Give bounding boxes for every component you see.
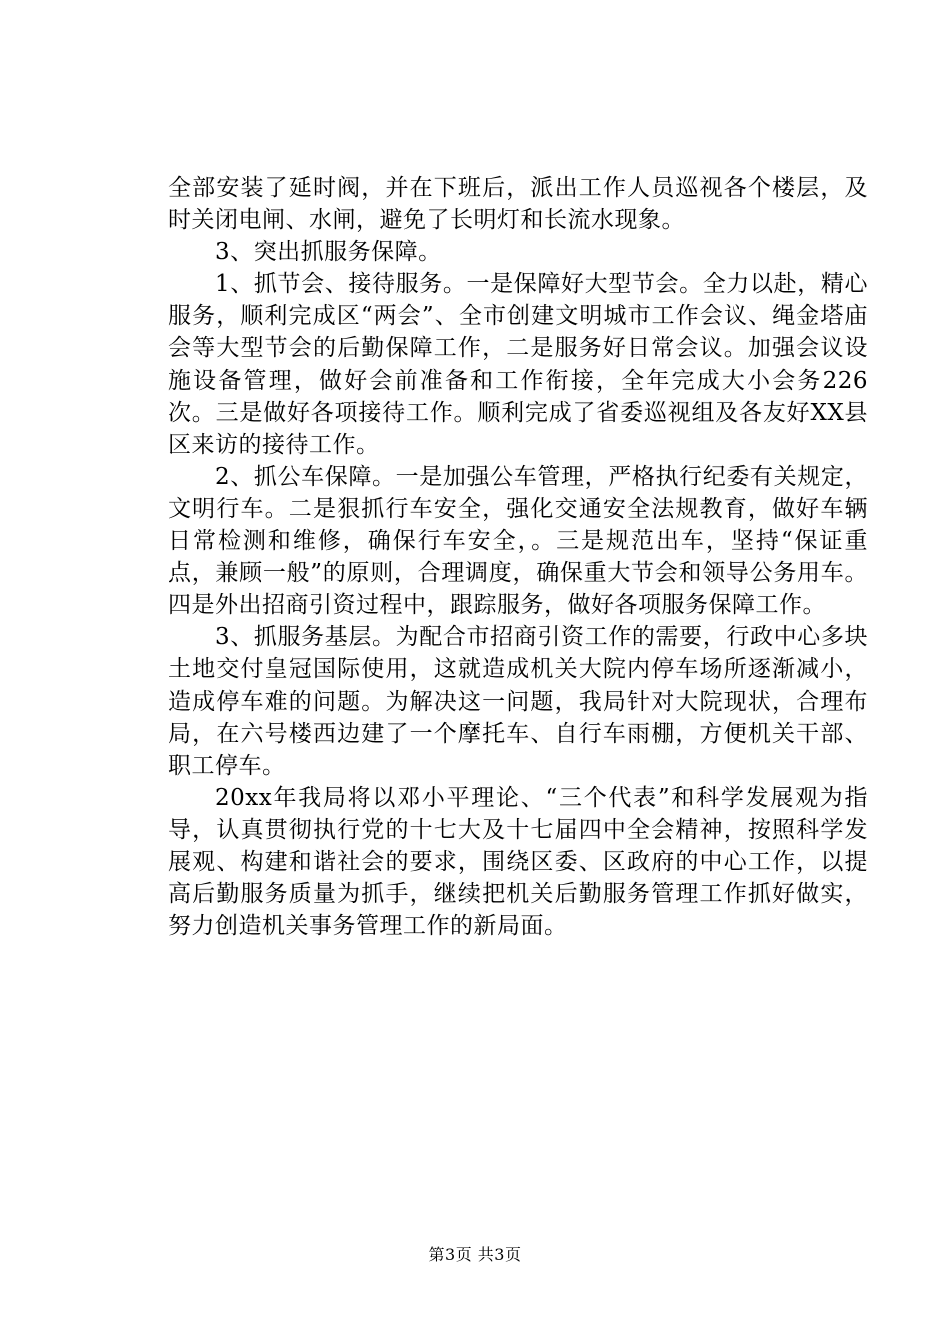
paragraph-3: 1、抓节会、接待服务。一是保障好大型节会。全力以赴，精心服务，顺利完成区“两会”、全市创建文明城市工作会议、绳金塔庙会等大型节会的后勤保障工作，二是服务好日常会议。加强会议设施设备管理，做好会前准备和工作衔接，全年完成大小会务226次。三是做好各项接待工作。顺利完成了省委巡视组及各友好XX县区来访的接待工作。 <box>168 271 868 458</box>
document-body <box>168 172 868 942</box>
paragraph-5: 3、抓服务基层。为配合市招商引资工作的需要，行政中心多块土地交付皇冠国际使用，这就造成机关大院内停车场所逐渐减小，造成停车难的问题。为解决这一问题，我局针对大院现状，合理布局，在六号楼西边建了一个摩托车、自行车雨棚，方便机关干部、职工停车。 <box>168 624 868 779</box>
paragraph-6: 20xx年我局将以邓小平理论、“三个代表”和科学发展观为指导，认真贯彻执行党的十七大及十七届四中全会精神，按照科学发展观、构建和谐社会的要求，围绕区委、区政府的中心工作，以提高后勤服务质量为抓手，继续把机关后勤服务管理工作抓好做实，努力创造机关事务管理工作的新局面。 <box>168 784 868 940</box>
paragraph-4: 2、抓公车保障。一是加强公车管理，严格执行纪委有关规定，文明行车。二是狠抓行车安全，强化交通安全法规教育，做好车辆日常检测和维修，确保行车安全，。三是规范出车，坚持“保证重点，兼顾一般”的原则，合理调度，确保重大节会和领导公务用车。四是外出招商引资过程中，跟踪服务，做好各项服务保障工作。 <box>168 463 868 619</box>
paragraph-1: 全部安装了延时阀，并在下班后，派出工作人员巡视各个楼层，及时关闭电闸、水闸，避免了长明灯和长流水现象。 <box>168 175 868 234</box>
paragraph-2: 3、突出抓服务保障。 <box>215 239 442 266</box>
page-number-footer: 第3页 共3页 <box>428 1245 522 1264</box>
